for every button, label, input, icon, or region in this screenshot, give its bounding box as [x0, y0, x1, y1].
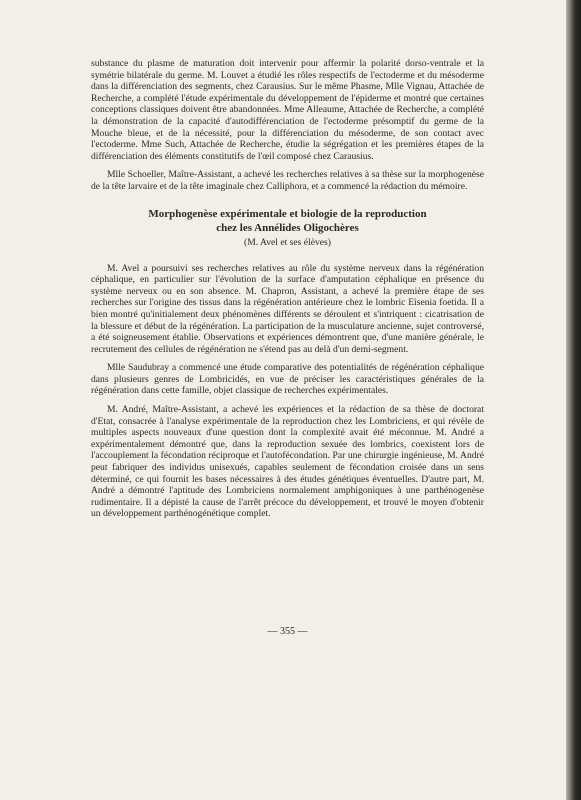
scan-edge-shadow: [566, 0, 581, 800]
paragraph-saudubray: Mlle Saudubray a commencé une étude comparative des potentialités de régénération céphalique dans plusieurs genres de Lombricidés, en vue de préciser les caractéristiques générales de la régénération dans cette famille, objet classique de recherches expérimentales.: [91, 362, 484, 397]
section-title-line-2: chez les Annélides Oligochères: [216, 221, 359, 234]
paragraph-avel: M. Avel a poursuivi ses recherches relatives au rôle du système nerveux dans la régénération céphalique, en particulier sur l'évolution de la surface d'amputation céphalique en présence du système nerveux ou en son absence. M. Chapron, Assistant, a achevé la première étape de ses recherches sur l'origine des tissus dans la régénération antérieure chez le lombric Eisenia foetida. Il a bien montré qu'initialement deux phénomènes différents se déroulent et s'intriquent : cicatrisation de la blessure et début de la régénération. La participation de la musculature ancienne, sujet controversé, a été soigneusement établie. Observations et expériences démontrent que, d'une manière générale, le recrutement des cellules de régénération ne s'étend pas au delà d'un demi-segment.: [91, 262, 484, 355]
section-title: [91, 207, 484, 235]
intro-paragraph: substance du plasme de maturation doit intervenir pour affermir la polarité dorso-ventrale et la symétrie bilatérale du germe. M. Louvet a étudié les rôles respectifs de l'ectoderme et du mésoderme dans la différenciation des segments, chez Carausius. Sur le même Phasme, Mlle Vignau, Attachée de Recherche, a complété l'étude expérimentale du développement de l'épiderme et montré que certaines conceptions classiques doivent être abandonnées. Mme Alleaume, Attachée de Recherche, a complété la démonstration de la capacité d'autodifférenciation de l'ectoderme présomptif du germe de la Mouche bleue, et de la nécessité, pour la différenciation du mésoderme, de son contact avec l'ectoderme. Mme Such, Attachée de Recherche, étudie la ségrégation et les premières étapes de la différenciation des éléments constitutifs de l'œil composé chez Carausius.: [91, 58, 484, 162]
paragraph-andre: M. André, Maître-Assistant, a achevé les expériences et la rédaction de sa thèse de doctorat d'Etat, consacrée à l'analyse expérimentale de la reproduction chez les Lombriciens, et qui révèle de multiples aspects nouveaux d'une question dont la complexité avait été méconnue. M. André a expérimentalement démontré que, dans la reproduction sexuée des lombrics, coexistent lors de l'accouplement la fécondation réciproque et l'autofécondation. Par une chirurgie ingénieuse, M. André peut fabriquer des individus unisexués, capables seulement de fécondation croisée dans un sens déterminé, ce qui fournit les bases nécessaires à des études génétiques éventuelles. D'autre part, M. André a démontré l'aptitude des Lombriciens normalement amphigoniques à une parthénogenèse rudimentaire. Il a dépisté la cause de l'arrêt précoce du développement, et trouvé le moyen d'obtenir un développement parthénogénétique complet.: [91, 404, 484, 520]
schoeller-paragraph: Mlle Schoeller, Maître-Assistant, a achevé les recherches relatives à sa thèse sur la morphogenèse de la tête larvaire et de la tête imaginale chez Calliphora, et a commencé la rédaction du mémoire.: [91, 169, 484, 192]
section-subtitle: (M. Avel et ses élèves): [244, 236, 331, 248]
body-text: [91, 58, 484, 527]
section-title-line-1: Morphogenèse expérimentale et biologie de la reproduction: [148, 207, 427, 220]
page-number: — 355 —: [267, 626, 308, 637]
